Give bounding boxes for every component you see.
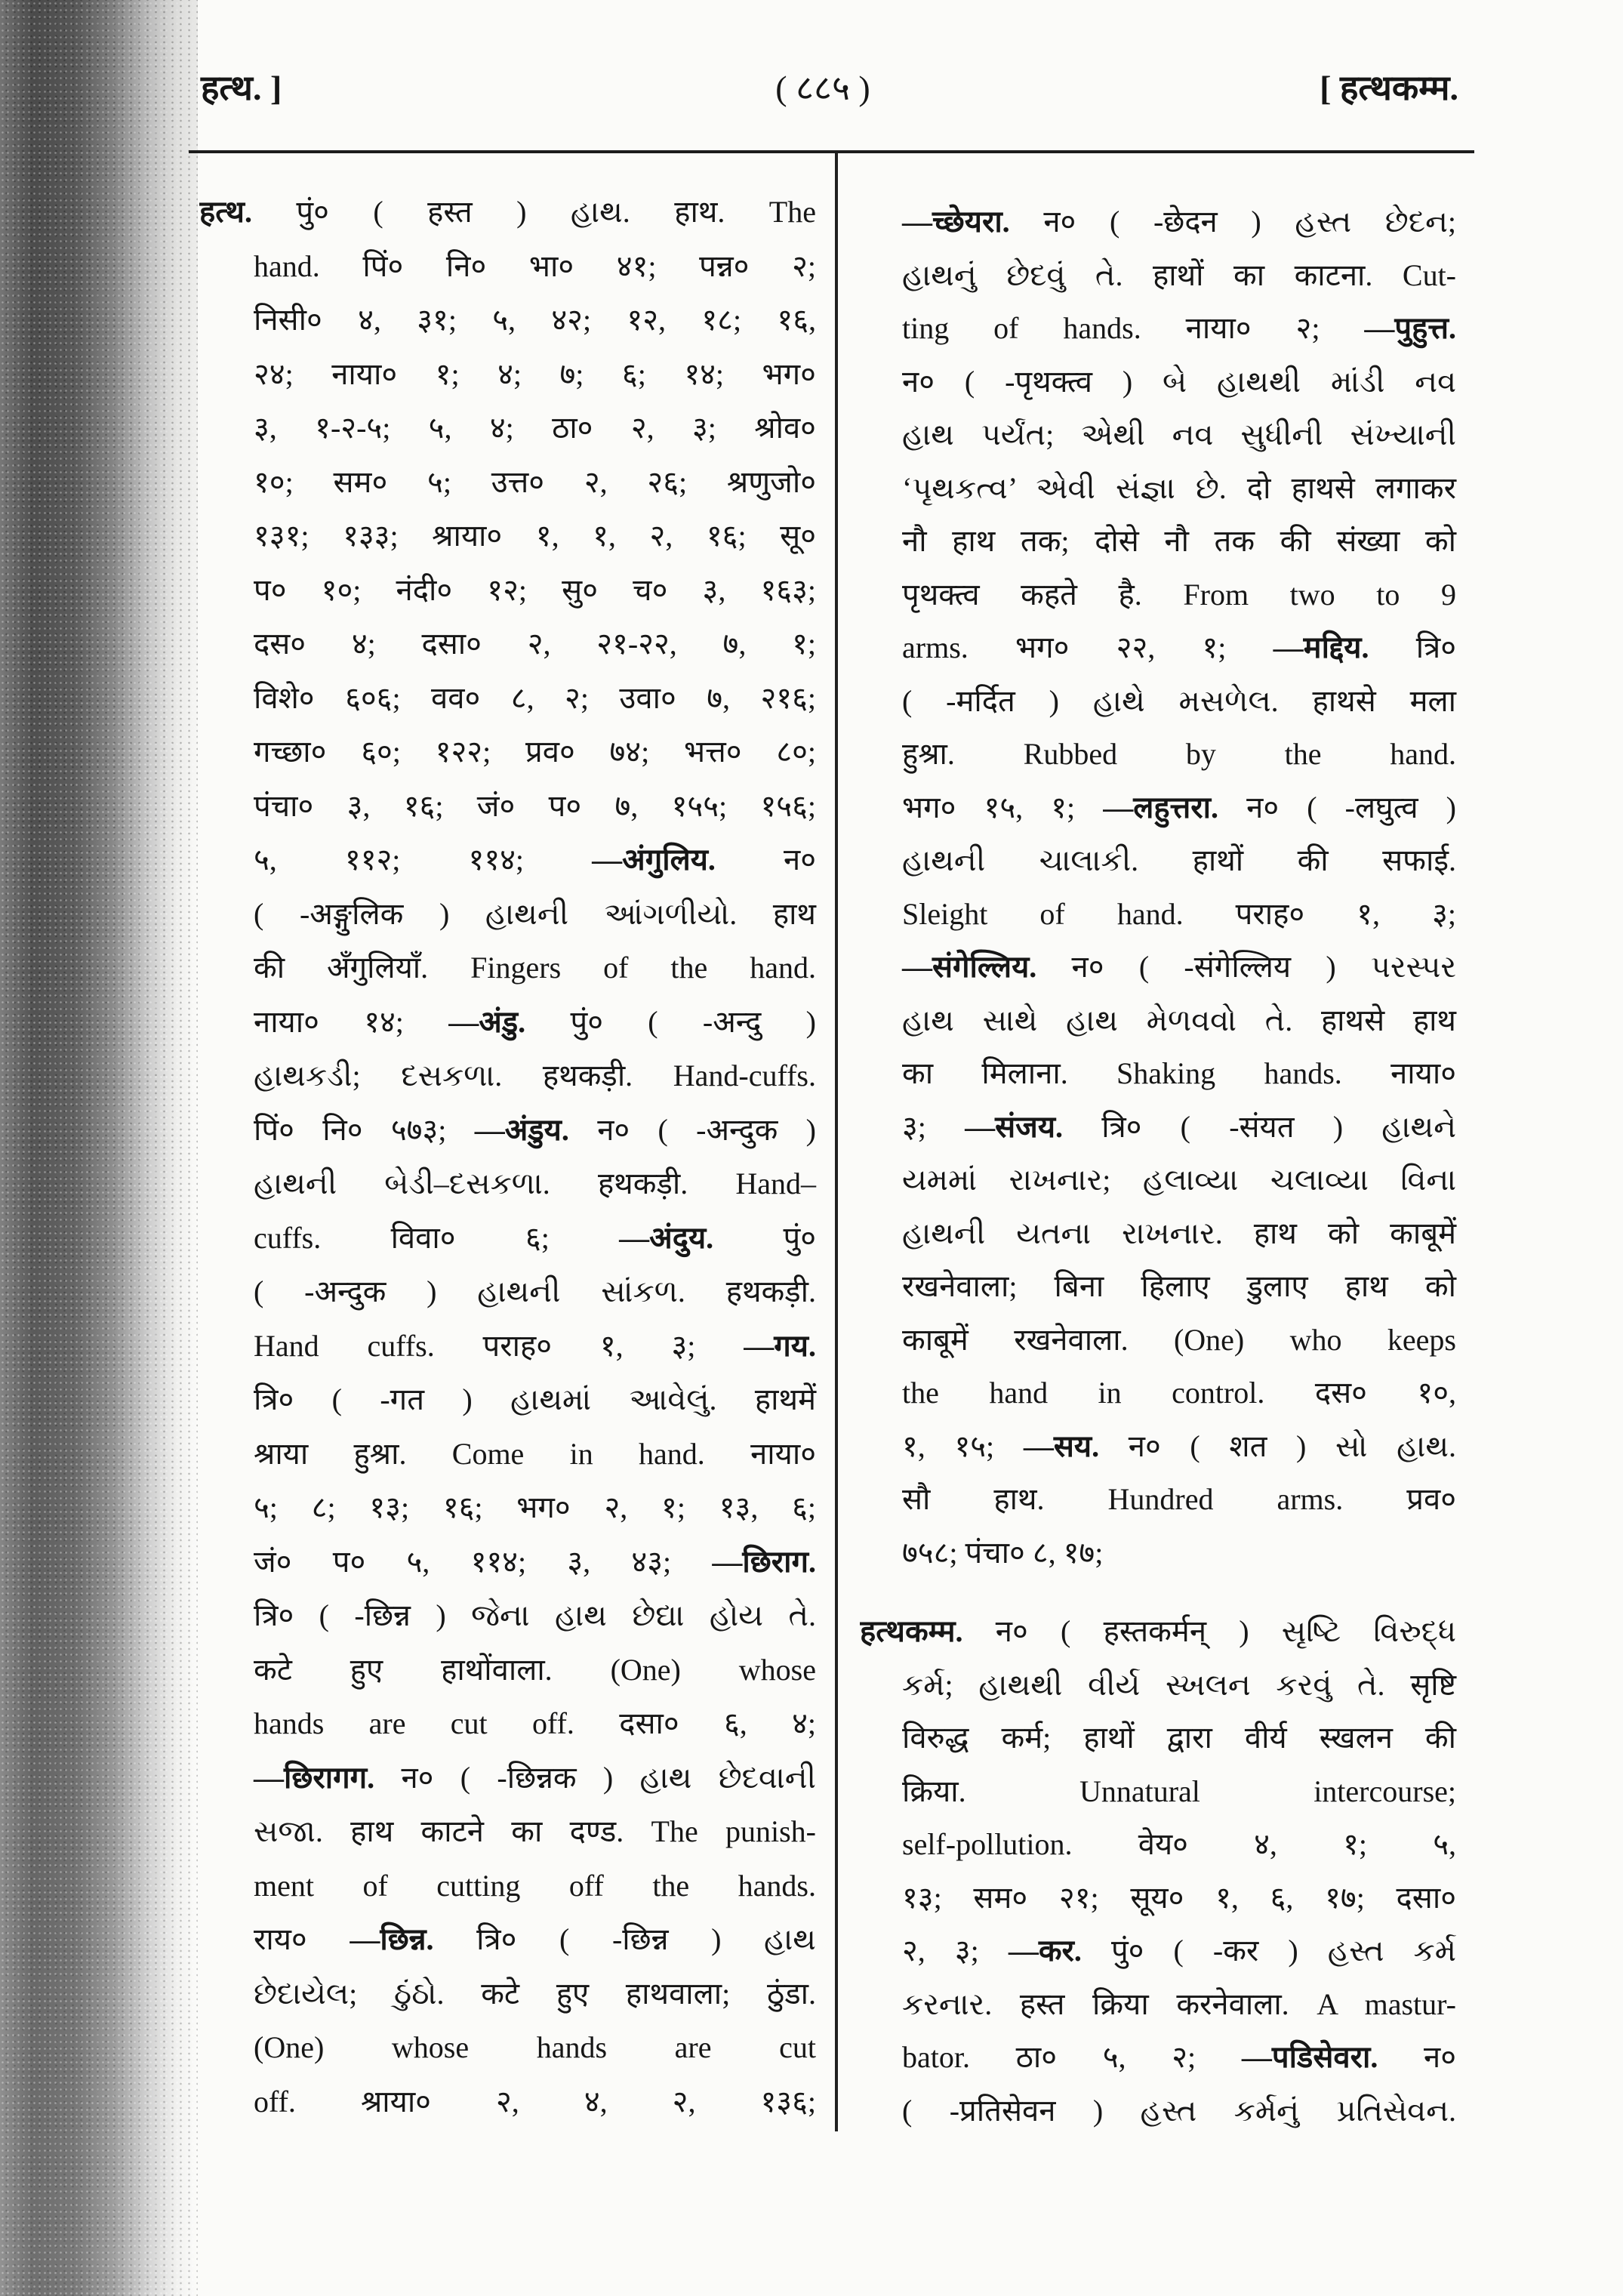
line-text (254, 1049, 816, 1103)
entry-line (199, 1319, 817, 1373)
entry-line (860, 675, 1457, 729)
definition-text: प० १०; नंदी० १२; सु० च० ३, १६३; (254, 572, 816, 607)
entry-line (199, 1643, 817, 1697)
line-text (254, 887, 816, 942)
sub-headword: —छिन्न. (350, 1922, 434, 1956)
line-text (254, 1912, 816, 1967)
line-text (254, 833, 816, 887)
entry-line (860, 569, 1457, 622)
entry-line (860, 1527, 1457, 1580)
entry-line (199, 887, 817, 942)
definition-text: विशे० ६०६; वव० ८, २; उवा० ७, २१६; (254, 680, 816, 715)
entry-line (860, 515, 1457, 569)
definition-text: યમમાં રાખનાર; હલાવ્યા ચલાવ્યા વિના (902, 1163, 1456, 1197)
right-column (860, 196, 1457, 2137)
entry-line (199, 293, 817, 347)
line-text (902, 781, 1456, 835)
line-text (254, 2020, 816, 2075)
definition-text: Sleight of hand. पराह० १, ३; (902, 896, 1456, 931)
line-text (902, 462, 1456, 516)
entry-line (860, 1154, 1457, 1207)
line-text (254, 1804, 816, 1859)
entry-line (860, 781, 1457, 835)
definition-text: હાથની બેડી–દસકળા. हथकड़ी. Hand– (254, 1166, 816, 1200)
line-text (254, 401, 816, 455)
definition-text: હાથ પર્યંત; એથી નવ સુધીની સંખ્યાની (902, 418, 1456, 451)
line-text (902, 1473, 1456, 1527)
definition-text: न० (1378, 2040, 1457, 2074)
definition-text: न० ( -छेदन ) હસ્ત છેદન; (1009, 205, 1456, 239)
definition-text: काबूमें रखनेवाला. (One) who keeps (902, 1322, 1456, 1357)
definition-text: ५; ८; १३; १६; भग० २, १; १३, ६; (254, 1490, 816, 1524)
line-text (902, 888, 1456, 942)
entry-line (199, 2075, 817, 2129)
line-text (254, 1589, 816, 1643)
definition-text: ३; (902, 1109, 965, 1144)
definition-text: કરનાર. हस्त क्रिया करनेवाला. A mastur- (902, 1986, 1456, 2021)
line-text (254, 239, 816, 294)
definition-text: १३; सम० २१; सूय० १, ६, १७; दसा० (902, 1880, 1456, 1915)
definition-text: bator. ठा० ५, २; (902, 2040, 1242, 2074)
definition-text: २४; नाया० १; ४; ७; ६; १४; भग० (254, 356, 816, 391)
definition-text: the hand in control. दस० १०, (902, 1376, 1456, 1410)
line-text (254, 725, 816, 779)
definition-text: હાથની યતના રાખનાર. हाथ को काबूमें (902, 1216, 1456, 1250)
line-text (254, 1211, 816, 1265)
entry-line (199, 1373, 817, 1427)
definition-text: विरुद्ध कर्म; हाथों द्वारा वीर्य स्खलन की (902, 1721, 1456, 1755)
definition-text: राय० (254, 1922, 350, 1956)
definition-text: hands are cut off. दसा० ६, ४; (254, 1706, 816, 1740)
definition-text: hand. पिं० नि० भा० ४१; पन्न० २; (254, 248, 816, 283)
headword: हत्थ. (199, 195, 252, 229)
entry-line (860, 1659, 1457, 1712)
definition-text: cuffs. विवा० ६; (254, 1220, 620, 1255)
entry-line (199, 509, 817, 563)
entry-line (860, 249, 1457, 303)
sub-headword: —छिराग. (712, 1544, 816, 1579)
definition-text: पुं० ( -कर ) હસ્ત કર્મ (1081, 1934, 1456, 1968)
entry-line (199, 239, 817, 294)
headword: हत्थकम्म. (860, 1614, 963, 1648)
definition-text: છેદાયેલ; ઠુંઠો. कटे हुए हाथवाला; ठुंडा. (254, 1976, 816, 2011)
left-column (199, 185, 817, 2128)
definition-text: त्रि० ( -छिन्न ) હાથ (433, 1922, 816, 1956)
continued-entry (860, 196, 1457, 1579)
sub-headword: —अंडु. (448, 1004, 526, 1039)
definition-text: न० ( -पृथक्त्व ) બે હાથથી માંડી નવ (902, 364, 1456, 399)
line-text (254, 617, 816, 671)
entry-line (199, 617, 817, 671)
definition-text: गच्छा० ६०; १२२; प्रव० ७४; भत्त० ८०; (254, 735, 816, 769)
line-text (902, 2031, 1456, 2085)
line-text (902, 1314, 1456, 1367)
definition-text: पुं० ( -अन्दु ) (525, 1004, 816, 1039)
entry-line (199, 563, 817, 618)
entry-line (860, 1925, 1457, 1978)
entry-line (199, 1157, 817, 1211)
definition-text: ‘પૃથકત્વ’ એવી સંજ્ઞા છે. दो हाथसे लगाकर (902, 470, 1456, 505)
entry-line (860, 1367, 1457, 1420)
definition-text: क्रिया. Unnatural intercourse; (902, 1774, 1456, 1808)
definition-text: કર્મ; હાથથી વીર્ય સ્ખલન કરવું તે. सृष्टि (902, 1667, 1456, 1702)
entry-line (860, 408, 1457, 462)
definition-text: न० ( हस्तकर्मन् ) સૃષ્ટિ વિરુદ્ધ (962, 1614, 1456, 1648)
definition-text: न० ( -संगेल्लिय ) પરસ્પર (1036, 950, 1456, 984)
sub-headword: —मद्दिय. (1273, 630, 1369, 664)
entry-line (860, 994, 1457, 1048)
page-number: ( ८८५ ) (775, 69, 870, 107)
line-text (254, 1859, 816, 1913)
line-text (254, 1157, 816, 1211)
definition-text: ३, १-२-५; ५, ४; ठा० २, ३; श्रोव० (254, 411, 816, 445)
definition-text: न० ( शत ) સો હાથ. (1099, 1428, 1457, 1463)
entry-line (199, 2020, 817, 2075)
definition-text: सौ हाथ. Hundred arms. प्रव० (902, 1482, 1456, 1516)
entry-line (199, 995, 817, 1049)
entry-line (199, 1859, 817, 1913)
guide-word-left: हत्थ. ] (201, 69, 282, 107)
definition-text: नौ हाथ तक; दोसे नौ तक की संख्या को (902, 524, 1456, 558)
line-text (902, 515, 1456, 569)
sub-headword: —पुहुत्त. (1364, 311, 1456, 345)
entry-line (199, 941, 817, 995)
line-text (902, 1712, 1456, 1765)
line-text (902, 1047, 1456, 1101)
line-text (902, 834, 1456, 888)
line-text (902, 408, 1456, 462)
definition-text: न० ( -लघुत्व ) (1218, 790, 1456, 824)
line-text (254, 1373, 816, 1427)
line-text (254, 1697, 816, 1751)
entry-line (199, 779, 817, 834)
line-text (199, 185, 816, 239)
entry-line (860, 728, 1457, 781)
line-text (902, 302, 1456, 356)
definition-text: १, १५; (902, 1428, 1024, 1463)
line-text (254, 1481, 816, 1535)
entry-line (860, 2085, 1457, 2138)
definition-text: હાથનું છેદવું તે. हाथों का काटना. Cut- (902, 257, 1456, 292)
entry-line (860, 1473, 1457, 1527)
sub-headword: —अंदुय. (619, 1220, 714, 1255)
line-text (254, 995, 816, 1049)
line-text (902, 728, 1456, 781)
definition-text: न० ( -छिन्नक ) હાથ છેદવાની (374, 1760, 816, 1795)
entry-line (199, 401, 817, 455)
line-text (254, 1265, 816, 1319)
definition-text: હાથ સાથે હાથ મેળવવો તે. हाथसे हाथ (902, 1003, 1456, 1037)
line-text (902, 1367, 1456, 1420)
entry-line (199, 185, 817, 239)
entry-line (860, 1765, 1457, 1819)
entry-line (199, 1912, 817, 1967)
entry-line (199, 1049, 817, 1103)
line-text (254, 563, 816, 618)
definition-text: हुश्रा. Rubbed by the hand. (902, 737, 1456, 771)
entry-line (860, 302, 1457, 356)
definition-text: ७५८; पंचा० ८, १७; (902, 1535, 1104, 1570)
sub-headword: —पडिसेवरा. (1241, 2040, 1378, 2074)
definition-text: त्रि० ( -संयत ) હાથને (1063, 1109, 1456, 1144)
line-text (254, 293, 816, 347)
line-text (254, 1643, 816, 1697)
definition-text: भग० १५, १; (902, 790, 1104, 824)
definition-text: कटे हुए हाथोंवाला. (One) whose (254, 1652, 816, 1687)
definition-text: त्रि० (1369, 630, 1456, 664)
line-text (902, 1872, 1456, 1925)
entry-line (199, 725, 817, 779)
entry-line (860, 1605, 1457, 1659)
entry-line (199, 1697, 817, 1751)
entry-line (860, 462, 1457, 516)
sub-headword: —संगेल्लिय. (902, 950, 1037, 984)
entry-line (860, 621, 1457, 675)
definition-text: off. श्राया० २, ४, २, १३६; (254, 2084, 816, 2119)
definition-text: १०; सम० ५; उत्त० २, २६; श्रणुजो० (254, 464, 816, 499)
entry-line (860, 1207, 1457, 1261)
entry-line (860, 888, 1457, 942)
entry-line (199, 1751, 817, 1805)
line-text (902, 1527, 1103, 1580)
definition-text: arms. भग० २२, १; (902, 630, 1273, 664)
sub-headword: —सय. (1023, 1428, 1100, 1463)
line-text (902, 1207, 1456, 1261)
line-text (902, 994, 1456, 1048)
definition-text: पुं० (713, 1220, 816, 1255)
entry-line (199, 1103, 817, 1157)
definition-text: रखनेवाला; बिना हिलाए डुलाए हाथ को (902, 1269, 1456, 1303)
definition-text: त्रि० ( -गत ) હાથમાં આવેલું. हाथमें (254, 1382, 816, 1416)
definition-text: ५, ११२; ११४; (254, 843, 593, 877)
definition-text: ( -प्रतिसेवन ) હસ્ત કર્મનું પ્રતિસેવન. (902, 2093, 1456, 2128)
line-text (902, 941, 1456, 994)
line-text (902, 621, 1456, 675)
definition-text: पंचा० ३, १६; जं० प० ७, १५५; १५६; (254, 788, 816, 823)
definition-text: दस० ४; दसा० २, २१-२२, ७, १; (254, 627, 816, 661)
dictionary-entry (860, 1605, 1457, 2137)
line-text (860, 1605, 1456, 1659)
entry-line (860, 196, 1457, 249)
line-text (902, 249, 1456, 303)
guide-word-right: [ हत्थकम्म. (1320, 69, 1458, 107)
entry-line (860, 1978, 1457, 2032)
line-text (902, 675, 1456, 729)
line-text (902, 2085, 1456, 2138)
definition-text: श्राया हुश्रा. Come in hand. नाया० (254, 1436, 816, 1471)
definition-text: पृथक्त्व कहते है. From two to 9 (902, 577, 1456, 612)
line-text (902, 1925, 1456, 1978)
line-text (254, 455, 816, 510)
definition-text: की अँगुलियाँ. Fingers of the hand. (254, 951, 816, 985)
definition-text: नाया० १४; (254, 1004, 449, 1039)
definition-text: ting of hands. नाया० २; (902, 311, 1365, 345)
definition-text: હાથકડી; દસકળા. हथकड़ी. Hand-cuffs. (254, 1059, 816, 1093)
definition-text: સજા. हाथ काटने का दण्ड. The punish- (254, 1814, 816, 1848)
line-text (254, 1427, 816, 1481)
sub-headword: —संजय. (965, 1109, 1064, 1144)
definition-text: ment of cutting off the hands. (254, 1868, 816, 1903)
line-text (902, 569, 1456, 622)
entry-line (860, 941, 1457, 994)
line-text (902, 1978, 1456, 2032)
sub-headword: —अंगुलिय. (592, 843, 716, 877)
entry-line (860, 1314, 1457, 1367)
sub-headword: —छिरागग. (254, 1760, 375, 1795)
sub-headword: —च्छेयरा. (902, 205, 1010, 239)
line-text (902, 1818, 1456, 1872)
entry-line (199, 833, 817, 887)
line-text (254, 1967, 816, 2021)
definition-text: त्रि० ( -छिन्न ) જેના હાથ છેદ્યા હોય તે. (254, 1598, 816, 1632)
entry-line (860, 1101, 1457, 1154)
definition-text: न० ( -अन्दुक ) (568, 1112, 816, 1147)
line-text (902, 356, 1456, 409)
entry-line (860, 356, 1457, 409)
sub-headword: —कर. (1008, 1934, 1082, 1968)
definition-text: का मिलाना. Shaking hands. नाया० (902, 1056, 1456, 1090)
header-rule (189, 150, 1474, 153)
definition-text: १३१; १३३; श्राया० १, १, २, १६; सू० (254, 519, 816, 553)
entry-line (199, 347, 817, 402)
definition-text: ( -मर्दित ) હાથે મસળેલ. हाथसे मला (902, 683, 1456, 718)
entry-line (199, 1589, 817, 1643)
definition-text: २, ३; (902, 1934, 1009, 1968)
line-text (254, 941, 816, 995)
entry-line (860, 1872, 1457, 1925)
scan-edge-shadow (0, 0, 198, 2296)
line-text (902, 1765, 1456, 1819)
entry-line (199, 1535, 817, 1589)
dictionary-entry (199, 185, 817, 2128)
entry-line (860, 1420, 1457, 1474)
entry-line (860, 1712, 1457, 1765)
definition-text: पिं० नि० ५७३; (254, 1112, 475, 1147)
entry-line (199, 1481, 817, 1535)
entry-line (860, 834, 1457, 888)
entry-line (199, 1967, 817, 2021)
column-divider (835, 153, 838, 2131)
definition-text: न० (715, 843, 817, 877)
definition-text: self-pollution. वेय० ४, १; ५, (902, 1827, 1456, 1861)
sub-headword: —अंडुय. (474, 1112, 569, 1147)
line-text (902, 1260, 1456, 1314)
definition-text: ( -अन्दुक ) હાથની સાંકળ. हथकड़ी. (254, 1274, 816, 1308)
definition-text: निसी० ४, ३१; ५, ४२; १२, १८; १६, (254, 303, 816, 337)
definition-text: Hand cuffs. पराह० १, ३; (254, 1328, 744, 1363)
line-text (254, 509, 816, 563)
entry-line (199, 455, 817, 510)
sub-headword: —गय. (744, 1328, 816, 1363)
line-text (902, 196, 1456, 249)
definition-text: (One) whose hands are cut (254, 2030, 816, 2064)
line-text (254, 779, 816, 834)
line-text (902, 1420, 1456, 1474)
entry-line (199, 1804, 817, 1859)
line-text (902, 1659, 1456, 1712)
line-text (254, 1103, 816, 1157)
definition-text: पुं० ( हस्त ) હાથ. हाथ. The (251, 195, 816, 229)
line-text (902, 1154, 1456, 1207)
entry-line (860, 1047, 1457, 1101)
entry-line (860, 1260, 1457, 1314)
sub-headword: —लहुत्तरा. (1103, 790, 1219, 824)
entry-line (199, 671, 817, 726)
entry-line (199, 1265, 817, 1319)
line-text (254, 1319, 816, 1373)
entry-line (199, 1427, 817, 1481)
line-text (254, 671, 816, 726)
line-text (254, 2075, 816, 2129)
entry-line (860, 2031, 1457, 2085)
line-text (254, 1751, 816, 1805)
definition-text: હાથની ચાલાકી. हाथों की सफाई. (902, 843, 1456, 877)
definition-text: ( -अङ्गुलिक ) હાથની આંગળીયો. हाथ (254, 896, 816, 931)
entry-line (860, 1818, 1457, 1872)
line-text (254, 1535, 816, 1589)
line-text (254, 347, 816, 402)
line-text (902, 1101, 1456, 1154)
definition-text: जं० प० ५, ११४; ३, ४३; (254, 1544, 713, 1579)
entry-line (199, 1211, 817, 1265)
